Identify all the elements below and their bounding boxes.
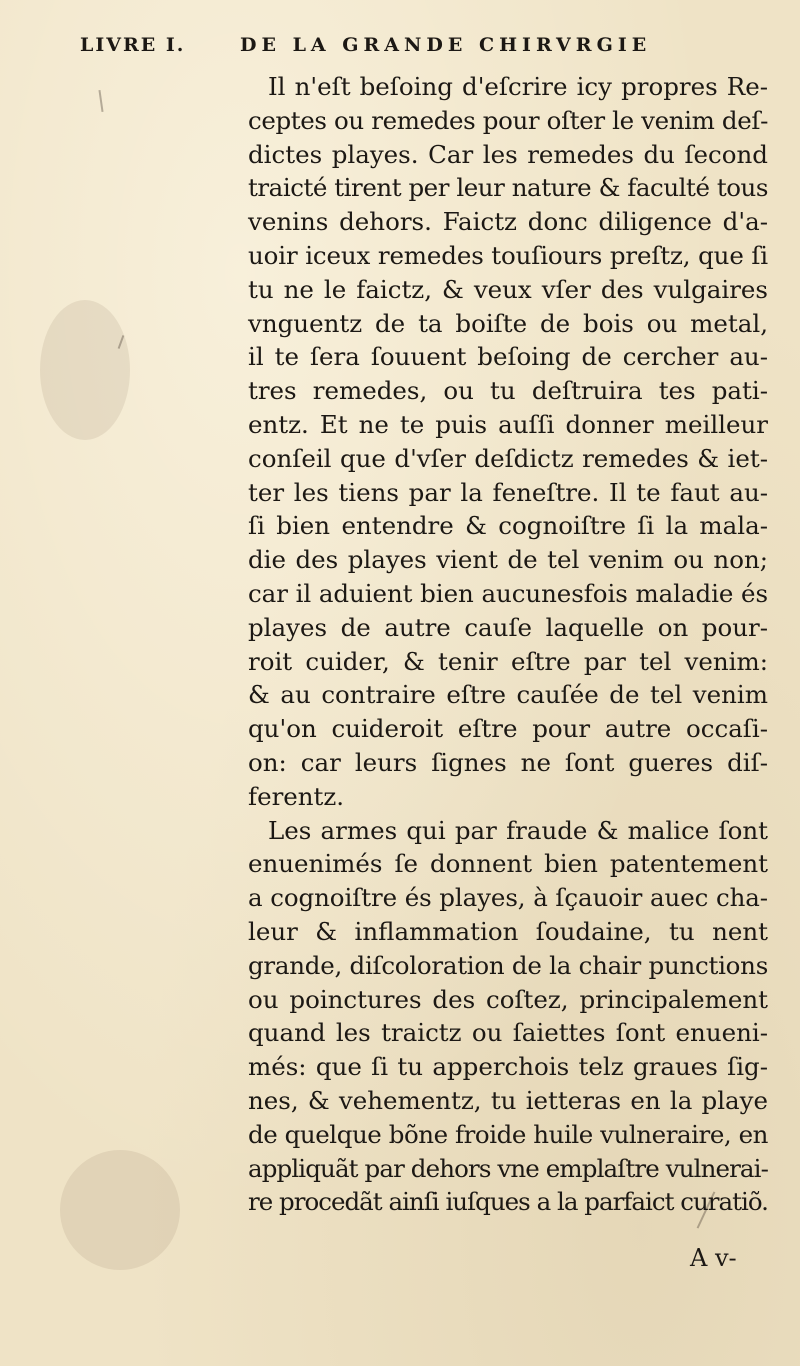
- text-line: re procedãt ainſi iuſques a la parfaict curatiõ.: [248, 1187, 768, 1217]
- paragraph-venom-remedies: [248, 70, 768, 814]
- text-line: playes de autre cauſe laquelle on pour-: [248, 612, 768, 642]
- text-line: qu'on cuideroit eſtre pour autre occaſi-: [248, 714, 768, 744]
- running-head: [80, 34, 720, 64]
- text-line: ou poinctures des coſtez, principalement: [248, 984, 768, 1014]
- text-line: leur & inflammation ſoudaine, tu nent: [248, 916, 768, 946]
- text-line: Les armes qui par fraude & malice ſont: [268, 815, 768, 845]
- text-line: car il aduient bien aucunesfois maladie és: [248, 578, 768, 608]
- text-line: ferentz.: [248, 781, 345, 811]
- text-line: on: car leurs ſignes ne ſont gueres diſ-: [248, 747, 768, 777]
- text-line: quand les traictz ou ſaiettes ſont enueni-: [248, 1018, 768, 1048]
- text-line: dictes playes. Car les remedes du ſecond: [248, 139, 768, 169]
- text-line: die des playes vient de tel venim ou non;: [248, 545, 768, 575]
- text-line: conſeil que d'vſer deſdictz remedes & iet-: [248, 443, 768, 473]
- text-line: il te ſera ſouuent beſoing de cercher au-: [248, 342, 768, 372]
- text-line: de quelque bõne froide huile vulneraire, en: [248, 1119, 768, 1149]
- gutter-mark: [98, 90, 103, 112]
- text-line: entz. Et ne te puis auſſi donner meilleur: [248, 409, 768, 439]
- text-line: traicté tirent per leur nature & faculté tous: [248, 173, 768, 203]
- text-line: ſi bien entendre & cognoiſtre ſi la mala-: [248, 511, 768, 541]
- text-line: enuenimés ſe donnent bien patentement: [248, 849, 768, 879]
- running-head-book: LIVRE I.: [80, 34, 186, 56]
- text-line: venins dehors. Faictz donc diligence d'a-: [248, 207, 768, 237]
- text-line: roit cuider, & tenir eſtre par tel venim:: [248, 646, 768, 676]
- paper-stain: [40, 300, 130, 440]
- text-line: ter les tiens par la feneſtre. Il te faut au-: [248, 477, 768, 507]
- catchword: A v-: [690, 1244, 737, 1272]
- text-line: & au contraire eſtre cauſée de tel venim: [248, 680, 768, 710]
- text-line: nes, & vehementz, tu ietteras en la playe: [248, 1085, 769, 1115]
- text-line: tu ne le faictz, & veux vſer des vulgaires: [248, 274, 768, 304]
- text-line: a cognoiſtre és playes, à ſçauoir auec cha-: [248, 883, 768, 913]
- running-head-title: DE LA GRANDE CHIRVRGIE: [240, 34, 652, 56]
- text-line: vnguentz de ta boiſte de bois ou metal,: [248, 308, 768, 338]
- text-line: tres remedes, ou tu deſtruira tes pati-: [248, 376, 768, 406]
- text-line: grande, diſcoloration de la chair punctions: [248, 950, 769, 980]
- text-line: uoir iceux remedes touſiours preſtz, que ſi: [248, 240, 768, 270]
- text-line: ceptes ou remedes pour oſter le venim deſ-: [248, 105, 768, 135]
- body-text: [248, 70, 768, 1219]
- paper-stain: [60, 1150, 180, 1270]
- text-line: més: que ſi tu apperchois telz graues ſig-: [248, 1052, 768, 1082]
- paragraph-poisoned-weapons: [248, 814, 768, 1220]
- text-line: Il n'eſt beſoing d'eſcrire icy propres Re-: [268, 72, 768, 101]
- text-line: appliquãt par dehors vne emplaſtre vulnerai-: [248, 1153, 768, 1183]
